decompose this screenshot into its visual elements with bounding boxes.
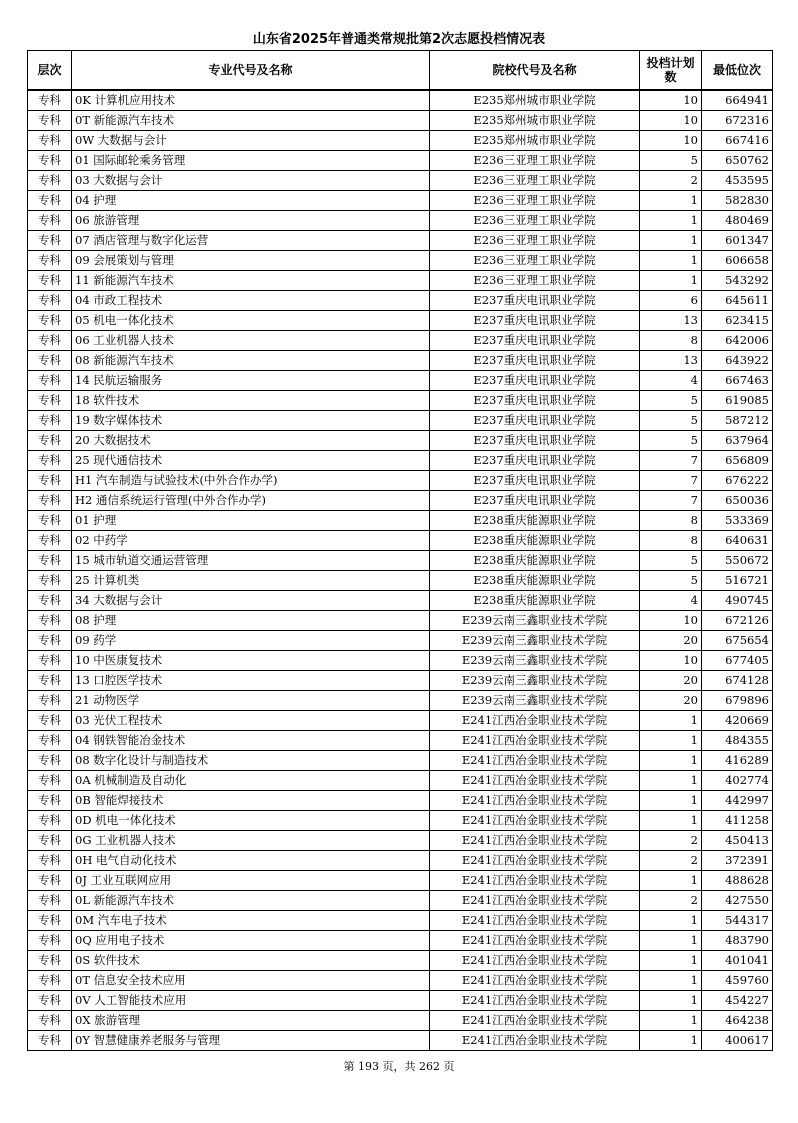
cell-major: 08 护理 xyxy=(72,611,430,631)
cell-rank: 401041 xyxy=(702,951,773,971)
cell-school: E241江西冶金职业技术学院 xyxy=(430,731,640,751)
table-row xyxy=(28,391,773,411)
cell-rank: 427550 xyxy=(702,891,773,911)
table-row xyxy=(28,651,773,671)
cell-plan: 4 xyxy=(640,591,702,611)
cell-school: E241江西冶金职业技术学院 xyxy=(430,891,640,911)
table-row xyxy=(28,591,773,611)
cell-rank: 606658 xyxy=(702,251,773,271)
cell-plan: 10 xyxy=(640,651,702,671)
cell-school: E237重庆电讯职业学院 xyxy=(430,471,640,491)
cell-level: 专科 xyxy=(28,451,72,471)
cell-major: 13 口腔医学技术 xyxy=(72,671,430,691)
cell-rank: 676222 xyxy=(702,471,773,491)
table-row xyxy=(28,251,773,271)
cell-level: 专科 xyxy=(28,931,72,951)
header-level: 层次 xyxy=(28,51,72,91)
cell-rank: 400617 xyxy=(702,1031,773,1051)
cell-rank: 642006 xyxy=(702,331,773,351)
table-row xyxy=(28,431,773,451)
cell-rank: 619085 xyxy=(702,391,773,411)
cell-rank: 601347 xyxy=(702,231,773,251)
cell-school: E236三亚理工职业学院 xyxy=(430,251,640,271)
cell-level: 专科 xyxy=(28,711,72,731)
table-row xyxy=(28,931,773,951)
cell-level: 专科 xyxy=(28,651,72,671)
cell-rank: 516721 xyxy=(702,571,773,591)
cell-school: E237重庆电讯职业学院 xyxy=(430,331,640,351)
cell-plan: 1 xyxy=(640,991,702,1011)
cell-rank: 483790 xyxy=(702,931,773,951)
cell-major: 01 护理 xyxy=(72,511,430,531)
cell-level: 专科 xyxy=(28,171,72,191)
cell-major: 18 软件技术 xyxy=(72,391,430,411)
cell-level: 专科 xyxy=(28,951,72,971)
cell-major: 04 护理 xyxy=(72,191,430,211)
cell-level: 专科 xyxy=(28,871,72,891)
cell-rank: 664941 xyxy=(702,90,773,111)
cell-major: 25 计算机类 xyxy=(72,571,430,591)
cell-major: 09 会展策划与管理 xyxy=(72,251,430,271)
cell-school: E241江西冶金职业技术学院 xyxy=(430,931,640,951)
table-row xyxy=(28,811,773,831)
cell-plan: 1 xyxy=(640,271,702,291)
cell-plan: 1 xyxy=(640,871,702,891)
cell-major: 0W 大数据与会计 xyxy=(72,131,430,151)
table-row xyxy=(28,871,773,891)
cell-school: E239云南三鑫职业技术学院 xyxy=(430,691,640,711)
cell-school: E236三亚理工职业学院 xyxy=(430,271,640,291)
cell-major: 15 城市轨道交通运营管理 xyxy=(72,551,430,571)
cell-rank: 623415 xyxy=(702,311,773,331)
cell-plan: 6 xyxy=(640,291,702,311)
cell-plan: 8 xyxy=(640,331,702,351)
cell-school: E235郑州城市职业学院 xyxy=(430,131,640,151)
cell-rank: 453595 xyxy=(702,171,773,191)
cell-level: 专科 xyxy=(28,991,72,1011)
cell-level: 专科 xyxy=(28,351,72,371)
cell-level: 专科 xyxy=(28,831,72,851)
cell-school: E236三亚理工职业学院 xyxy=(430,151,640,171)
table-row xyxy=(28,131,773,151)
cell-plan: 1 xyxy=(640,711,702,731)
cell-plan: 13 xyxy=(640,311,702,331)
cell-major: 04 市政工程技术 xyxy=(72,291,430,311)
table-body xyxy=(28,90,773,1051)
table-row xyxy=(28,991,773,1011)
cell-rank: 677405 xyxy=(702,651,773,671)
cell-plan: 1 xyxy=(640,751,702,771)
cell-major: 0V 人工智能技术应用 xyxy=(72,991,430,1011)
cell-level: 专科 xyxy=(28,311,72,331)
table-row xyxy=(28,711,773,731)
table-row xyxy=(28,551,773,571)
cell-level: 专科 xyxy=(28,611,72,631)
cell-school: E241江西冶金职业技术学院 xyxy=(430,871,640,891)
cell-major: 0J 工业互联网应用 xyxy=(72,871,430,891)
cell-major: 0T 新能源汽车技术 xyxy=(72,111,430,131)
cell-school: E241江西冶金职业技术学院 xyxy=(430,791,640,811)
cell-level: 专科 xyxy=(28,371,72,391)
cell-major: 0H 电气自动化技术 xyxy=(72,851,430,871)
table-row xyxy=(28,731,773,751)
cell-plan: 1 xyxy=(640,1011,702,1031)
cell-school: E237重庆电讯职业学院 xyxy=(430,391,640,411)
cell-plan: 7 xyxy=(640,491,702,511)
cell-plan: 5 xyxy=(640,431,702,451)
cell-rank: 587212 xyxy=(702,411,773,431)
cell-level: 专科 xyxy=(28,891,72,911)
cell-rank: 480469 xyxy=(702,211,773,231)
cell-plan: 1 xyxy=(640,731,702,751)
header-plan-label: 投档计划数 xyxy=(646,56,695,84)
cell-school: E239云南三鑫职业技术学院 xyxy=(430,671,640,691)
cell-level: 专科 xyxy=(28,751,72,771)
page-footer: 第 193 页，共 262 页 xyxy=(343,1060,455,1073)
cell-major: 0X 旅游管理 xyxy=(72,1011,430,1031)
cell-rank: 637964 xyxy=(702,431,773,451)
table-row xyxy=(28,531,773,551)
table-row xyxy=(28,631,773,651)
cell-school: E239云南三鑫职业技术学院 xyxy=(430,631,640,651)
table-row xyxy=(28,451,773,471)
cell-rank: 490745 xyxy=(702,591,773,611)
cell-rank: 643922 xyxy=(702,351,773,371)
cell-school: E237重庆电讯职业学院 xyxy=(430,451,640,471)
table-row xyxy=(28,471,773,491)
header-major: 专业代号及名称 xyxy=(72,51,430,91)
cell-plan: 2 xyxy=(640,891,702,911)
cell-rank: 667463 xyxy=(702,371,773,391)
cell-plan: 1 xyxy=(640,951,702,971)
cell-plan: 5 xyxy=(640,571,702,591)
cell-school: E239云南三鑫职业技术学院 xyxy=(430,611,640,631)
cell-school: E236三亚理工职业学院 xyxy=(430,171,640,191)
cell-major: 06 工业机器人技术 xyxy=(72,331,430,351)
cell-major: 11 新能源汽车技术 xyxy=(72,271,430,291)
table-row xyxy=(28,351,773,371)
cell-school: E241江西冶金职业技术学院 xyxy=(430,1031,640,1051)
cell-rank: 674128 xyxy=(702,671,773,691)
cell-plan: 10 xyxy=(640,131,702,151)
cell-level: 专科 xyxy=(28,631,72,651)
cell-rank: 544317 xyxy=(702,911,773,931)
cell-rank: 650762 xyxy=(702,151,773,171)
cell-level: 专科 xyxy=(28,511,72,531)
cell-plan: 10 xyxy=(640,111,702,131)
table-row xyxy=(28,1011,773,1031)
table-row xyxy=(28,491,773,511)
cell-plan: 20 xyxy=(640,631,702,651)
cell-rank: 543292 xyxy=(702,271,773,291)
cell-plan: 4 xyxy=(640,371,702,391)
cell-major: 21 动物医学 xyxy=(72,691,430,711)
cell-major: 25 现代通信技术 xyxy=(72,451,430,471)
table-row xyxy=(28,851,773,871)
cell-level: 专科 xyxy=(28,471,72,491)
cell-school: E237重庆电讯职业学院 xyxy=(430,291,640,311)
table-row xyxy=(28,671,773,691)
cell-rank: 402774 xyxy=(702,771,773,791)
cell-rank: 582830 xyxy=(702,191,773,211)
table-row xyxy=(28,791,773,811)
cell-plan: 8 xyxy=(640,531,702,551)
cell-school: E241江西冶金职业技术学院 xyxy=(430,831,640,851)
cell-school: E236三亚理工职业学院 xyxy=(430,191,640,211)
cell-major: H1 汽车制造与试验技术(中外合作办学) xyxy=(72,471,430,491)
cell-major: 0A 机械制造及自动化 xyxy=(72,771,430,791)
cell-rank: 645611 xyxy=(702,291,773,311)
cell-level: 专科 xyxy=(28,231,72,251)
cell-plan: 13 xyxy=(640,351,702,371)
cell-rank: 488628 xyxy=(702,871,773,891)
table-row xyxy=(28,111,773,131)
table-row xyxy=(28,90,773,111)
cell-major: 0D 机电一体化技术 xyxy=(72,811,430,831)
cell-plan: 1 xyxy=(640,211,702,231)
cell-rank: 640631 xyxy=(702,531,773,551)
cell-level: 专科 xyxy=(28,411,72,431)
table-row xyxy=(28,371,773,391)
table-row xyxy=(28,151,773,171)
cell-major: 04 钢铁智能冶金技术 xyxy=(72,731,430,751)
cell-school: E237重庆电讯职业学院 xyxy=(430,411,640,431)
table-row xyxy=(28,211,773,231)
table-row xyxy=(28,571,773,591)
cell-major: 06 旅游管理 xyxy=(72,211,430,231)
cell-level: 专科 xyxy=(28,111,72,131)
cell-plan: 1 xyxy=(640,771,702,791)
cell-major: 01 国际邮轮乘务管理 xyxy=(72,151,430,171)
cell-rank: 550672 xyxy=(702,551,773,571)
cell-plan: 10 xyxy=(640,90,702,111)
cell-major: 0S 软件技术 xyxy=(72,951,430,971)
table-row xyxy=(28,311,773,331)
cell-rank: 667416 xyxy=(702,131,773,151)
table-row xyxy=(28,291,773,311)
cell-level: 专科 xyxy=(28,551,72,571)
cell-school: E239云南三鑫职业技术学院 xyxy=(430,651,640,671)
cell-rank: 416289 xyxy=(702,751,773,771)
cell-plan: 5 xyxy=(640,411,702,431)
cell-plan: 20 xyxy=(640,691,702,711)
cell-major: 34 大数据与会计 xyxy=(72,591,430,611)
header-rank: 最低位次 xyxy=(702,51,773,91)
cell-rank: 672316 xyxy=(702,111,773,131)
cell-level: 专科 xyxy=(28,1011,72,1031)
cell-level: 专科 xyxy=(28,491,72,511)
cell-school: E237重庆电讯职业学院 xyxy=(430,491,640,511)
cell-major: 02 中药学 xyxy=(72,531,430,551)
table-row xyxy=(28,171,773,191)
cell-school: E241江西冶金职业技术学院 xyxy=(430,771,640,791)
admission-table xyxy=(27,50,773,1051)
cell-school: E238重庆能源职业学院 xyxy=(430,551,640,571)
cell-level: 专科 xyxy=(28,391,72,411)
cell-rank: 533369 xyxy=(702,511,773,531)
cell-rank: 454227 xyxy=(702,991,773,1011)
cell-plan: 1 xyxy=(640,231,702,251)
cell-rank: 442997 xyxy=(702,791,773,811)
cell-major: 0Y 智慧健康养老服务与管理 xyxy=(72,1031,430,1051)
header-school: 院校代号及名称 xyxy=(430,51,640,91)
cell-plan: 1 xyxy=(640,251,702,271)
table-row xyxy=(28,911,773,931)
cell-major: 0L 新能源汽车技术 xyxy=(72,891,430,911)
table-row xyxy=(28,691,773,711)
cell-level: 专科 xyxy=(28,1031,72,1051)
page-title: 山东省2025年普通类常规批第2次志愿投档情况表 xyxy=(252,32,546,47)
cell-school: E241江西冶金职业技术学院 xyxy=(430,711,640,731)
cell-school: E241江西冶金职业技术学院 xyxy=(430,951,640,971)
cell-level: 专科 xyxy=(28,291,72,311)
cell-plan: 7 xyxy=(640,451,702,471)
cell-plan: 1 xyxy=(640,971,702,991)
cell-plan: 10 xyxy=(640,611,702,631)
table-row xyxy=(28,891,773,911)
cell-rank: 464238 xyxy=(702,1011,773,1031)
cell-major: 09 药学 xyxy=(72,631,430,651)
cell-rank: 679896 xyxy=(702,691,773,711)
cell-school: E238重庆能源职业学院 xyxy=(430,591,640,611)
cell-rank: 459760 xyxy=(702,971,773,991)
table-row xyxy=(28,751,773,771)
cell-plan: 5 xyxy=(640,151,702,171)
table-row xyxy=(28,971,773,991)
table-row xyxy=(28,951,773,971)
cell-level: 专科 xyxy=(28,271,72,291)
cell-level: 专科 xyxy=(28,571,72,591)
cell-level: 专科 xyxy=(28,771,72,791)
cell-level: 专科 xyxy=(28,731,72,751)
cell-level: 专科 xyxy=(28,671,72,691)
cell-level: 专科 xyxy=(28,531,72,551)
cell-school: E241江西冶金职业技术学院 xyxy=(430,751,640,771)
cell-rank: 656809 xyxy=(702,451,773,471)
cell-rank: 675654 xyxy=(702,631,773,651)
cell-level: 专科 xyxy=(28,131,72,151)
cell-school: E238重庆能源职业学院 xyxy=(430,511,640,531)
cell-plan: 1 xyxy=(640,811,702,831)
cell-school: E237重庆电讯职业学院 xyxy=(430,371,640,391)
table-row xyxy=(28,611,773,631)
cell-school: E236三亚理工职业学院 xyxy=(430,231,640,251)
cell-level: 专科 xyxy=(28,791,72,811)
cell-school: E237重庆电讯职业学院 xyxy=(430,351,640,371)
cell-school: E237重庆电讯职业学院 xyxy=(430,431,640,451)
cell-major: 03 大数据与会计 xyxy=(72,171,430,191)
cell-rank: 420669 xyxy=(702,711,773,731)
table-row xyxy=(28,331,773,351)
cell-level: 专科 xyxy=(28,331,72,351)
cell-major: 08 数字化设计与制造技术 xyxy=(72,751,430,771)
cell-major: 20 大数据技术 xyxy=(72,431,430,451)
cell-major: 0G 工业机器人技术 xyxy=(72,831,430,851)
table-row xyxy=(28,191,773,211)
cell-plan: 1 xyxy=(640,791,702,811)
cell-plan: 2 xyxy=(640,851,702,871)
cell-major: H2 通信系统运行管理(中外合作办学) xyxy=(72,491,430,511)
header-plan xyxy=(640,51,702,91)
table-row xyxy=(28,511,773,531)
cell-level: 专科 xyxy=(28,211,72,231)
cell-school: E241江西冶金职业技术学院 xyxy=(430,991,640,1011)
cell-plan: 1 xyxy=(640,191,702,211)
cell-level: 专科 xyxy=(28,431,72,451)
cell-major: 0K 计算机应用技术 xyxy=(72,90,430,111)
table-header-row xyxy=(28,51,773,91)
table-row xyxy=(28,831,773,851)
cell-major: 0B 智能焊接技术 xyxy=(72,791,430,811)
cell-school: E236三亚理工职业学院 xyxy=(430,211,640,231)
cell-plan: 5 xyxy=(640,391,702,411)
cell-plan: 8 xyxy=(640,511,702,531)
cell-school: E238重庆能源职业学院 xyxy=(430,571,640,591)
cell-level: 专科 xyxy=(28,591,72,611)
cell-school: E238重庆能源职业学院 xyxy=(430,531,640,551)
cell-school: E235郑州城市职业学院 xyxy=(430,90,640,111)
table-row xyxy=(28,771,773,791)
table-row xyxy=(28,411,773,431)
cell-plan: 1 xyxy=(640,911,702,931)
cell-level: 专科 xyxy=(28,971,72,991)
cell-plan: 2 xyxy=(640,831,702,851)
cell-major: 0Q 应用电子技术 xyxy=(72,931,430,951)
cell-level: 专科 xyxy=(28,811,72,831)
cell-major: 19 数字媒体技术 xyxy=(72,411,430,431)
cell-school: E241江西冶金职业技术学院 xyxy=(430,1011,640,1031)
table-row xyxy=(28,231,773,251)
cell-school: E241江西冶金职业技术学院 xyxy=(430,811,640,831)
cell-level: 专科 xyxy=(28,911,72,931)
cell-rank: 450413 xyxy=(702,831,773,851)
cell-rank: 672126 xyxy=(702,611,773,631)
cell-level: 专科 xyxy=(28,191,72,211)
cell-level: 专科 xyxy=(28,691,72,711)
cell-major: 0M 汽车电子技术 xyxy=(72,911,430,931)
cell-plan: 2 xyxy=(640,171,702,191)
cell-rank: 411258 xyxy=(702,811,773,831)
cell-level: 专科 xyxy=(28,90,72,111)
cell-school: E241江西冶金职业技术学院 xyxy=(430,851,640,871)
cell-plan: 7 xyxy=(640,471,702,491)
cell-rank: 650036 xyxy=(702,491,773,511)
cell-plan: 1 xyxy=(640,1031,702,1051)
table-row xyxy=(28,1031,773,1051)
cell-level: 专科 xyxy=(28,851,72,871)
cell-school: E235郑州城市职业学院 xyxy=(430,111,640,131)
cell-plan: 5 xyxy=(640,551,702,571)
cell-level: 专科 xyxy=(28,251,72,271)
cell-major: 05 机电一体化技术 xyxy=(72,311,430,331)
cell-rank: 372391 xyxy=(702,851,773,871)
cell-major: 07 酒店管理与数字化运营 xyxy=(72,231,430,251)
cell-plan: 20 xyxy=(640,671,702,691)
cell-school: E237重庆电讯职业学院 xyxy=(430,311,640,331)
cell-rank: 484355 xyxy=(702,731,773,751)
cell-major: 0T 信息安全技术应用 xyxy=(72,971,430,991)
cell-school: E241江西冶金职业技术学院 xyxy=(430,911,640,931)
cell-major: 08 新能源汽车技术 xyxy=(72,351,430,371)
cell-major: 14 民航运输服务 xyxy=(72,371,430,391)
cell-plan: 1 xyxy=(640,931,702,951)
cell-school: E241江西冶金职业技术学院 xyxy=(430,971,640,991)
cell-major: 10 中医康复技术 xyxy=(72,651,430,671)
cell-level: 专科 xyxy=(28,151,72,171)
cell-major: 03 光伏工程技术 xyxy=(72,711,430,731)
table-row xyxy=(28,271,773,291)
